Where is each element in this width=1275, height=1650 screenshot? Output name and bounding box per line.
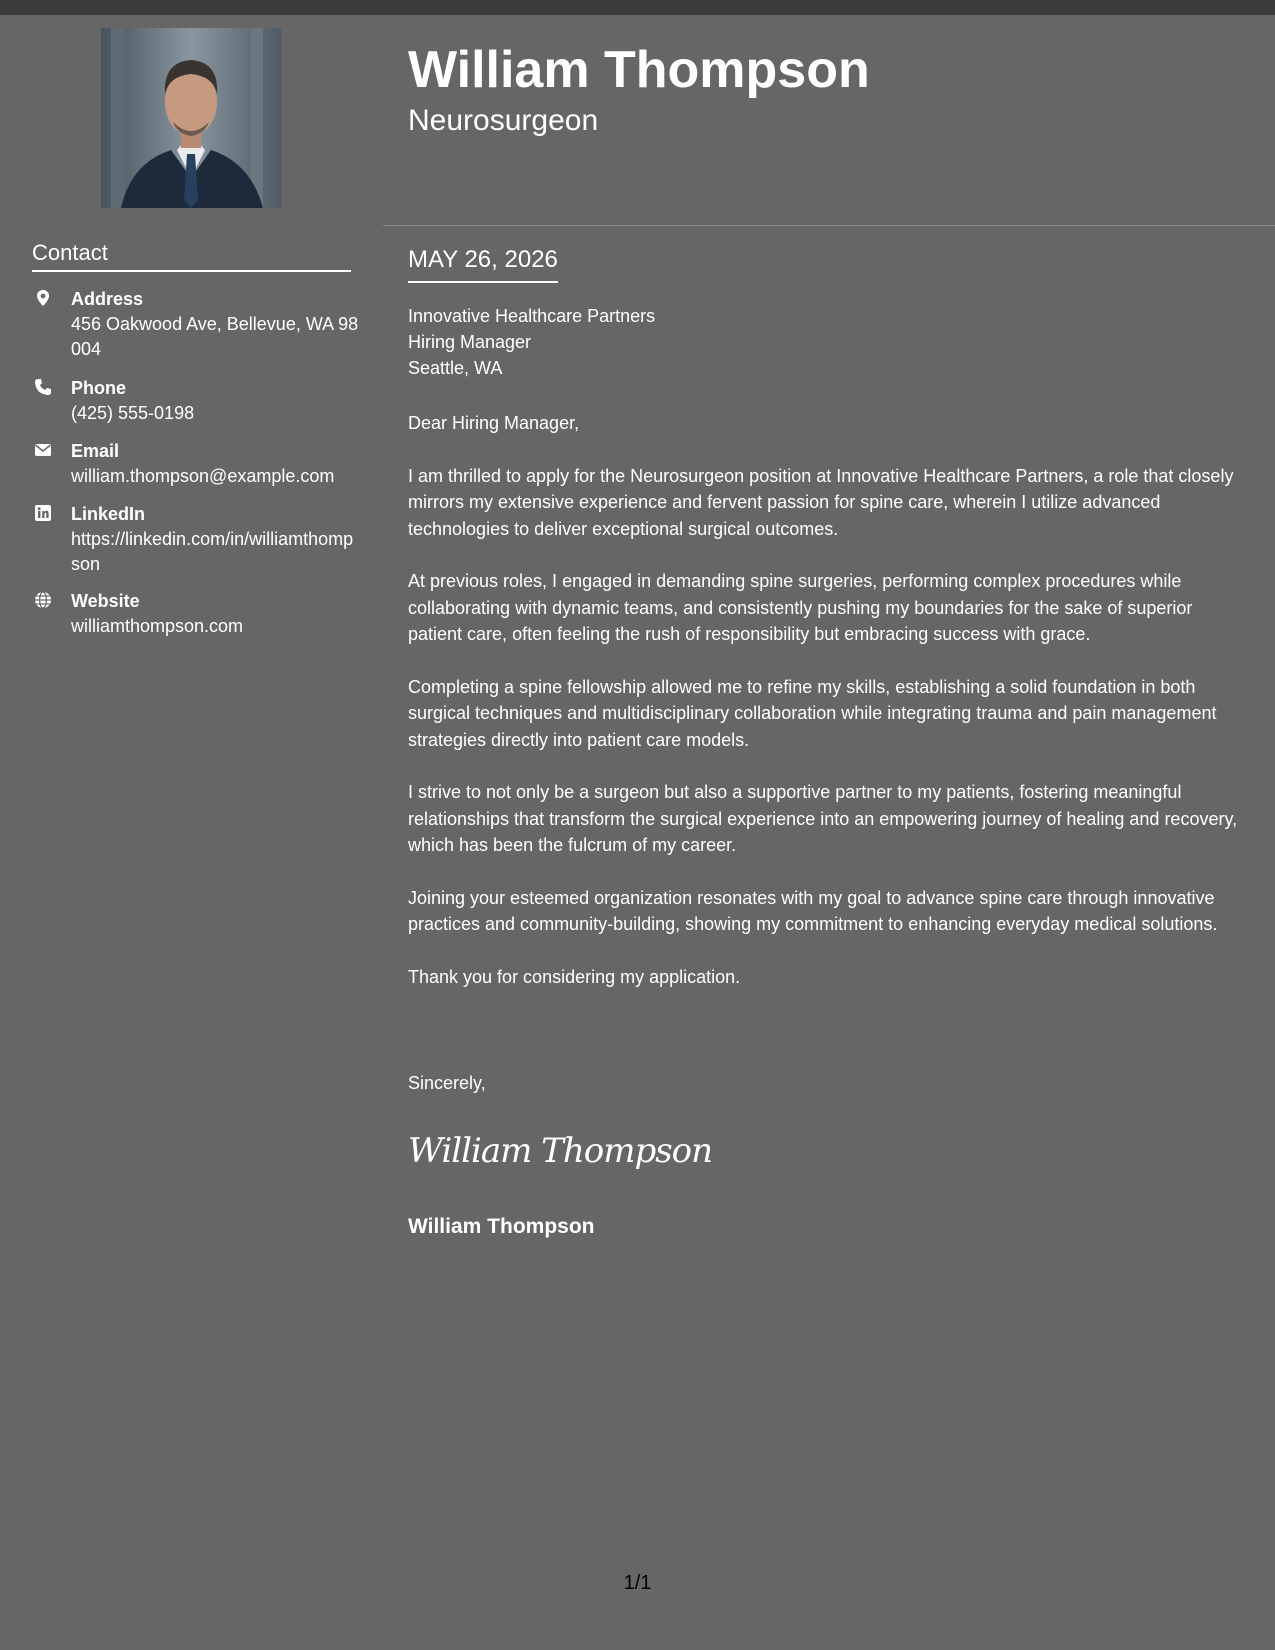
letter-date: MAY 26, 2026	[408, 245, 558, 283]
map-pin-icon	[34, 289, 52, 307]
signature: William Thompson	[408, 1131, 713, 1171]
contact-website	[32, 589, 362, 639]
thank-you-line: Thank you for considering my application.	[408, 966, 741, 987]
envelope-icon	[34, 441, 52, 459]
recipient-block	[408, 303, 655, 381]
contact-phone	[32, 376, 362, 426]
signer-name: William Thompson	[408, 1215, 595, 1238]
body-paragraph: I am thrilled to apply for the Neurosurgeon position at Innovative Healthcare Partners, a role that closely mirrors my extensive experience and fervent passion for spine care, wherein I utilize advanced technologies to deliver exceptional surgical outcomes.	[408, 465, 1234, 539]
letter-body	[408, 410, 1240, 1016]
profile-photo	[101, 28, 281, 208]
header-divider	[383, 225, 1275, 226]
linkedin-icon	[34, 504, 52, 522]
contact-label: Website	[71, 591, 140, 611]
contact-value: https://linkedin.com/in/williamthompson	[71, 529, 354, 574]
contact-value: (425) 555-0198	[71, 403, 195, 423]
contact-label: Email	[71, 441, 120, 461]
top-bar	[0, 0, 1275, 15]
closing: Sincerely,	[408, 1073, 486, 1093]
contact-linkedin	[32, 502, 362, 578]
contact-label: LinkedIn	[71, 504, 146, 524]
page-indicator: 1/1	[623, 1572, 652, 1594]
contact-label: Address	[71, 289, 144, 309]
body-paragraph: I strive to not only be a surgeon but also a supportive partner to my patients, fostering meaningful relationships that transform the surgical experience into an empowering journey of healing and recovery, which has been the fulcrum of my career.	[408, 782, 1238, 855]
contact-label: Phone	[71, 378, 127, 398]
body-paragraph: Completing a spine fellowship allowed me to refine my skills, establishing a solid foundation in both surgical techniques and multidisciplinary collaboration while integrating trauma and pain management strategies directly into patient care models.	[408, 676, 1217, 750]
applicant-name: William Thompson	[408, 41, 870, 99]
body-paragraph: At previous roles, I engaged in demanding spine surgeries, performing complex procedures while collaborating with dynamic teams, and consistently pushing my boundaries for the sake of superior patient care, often feeling the rush of responsibility but embracing success with grace.	[408, 571, 1193, 644]
recipient-company: Innovative Healthcare Partners	[408, 306, 656, 326]
globe-icon	[34, 591, 52, 609]
salutation: Dear Hiring Manager,	[408, 413, 580, 433]
contact-value: william.thompson@example.com	[71, 466, 335, 486]
contact-value: 456 Oakwood Ave, Bellevue, WA 98004	[71, 314, 359, 359]
contact-email	[32, 439, 362, 489]
contact-value: williamthompson.com	[71, 616, 244, 636]
recipient-location: Seattle, WA	[408, 358, 503, 378]
contact-heading: Contact	[32, 240, 351, 272]
phone-icon	[34, 378, 52, 396]
applicant-title: Neurosurgeon	[408, 104, 599, 137]
contact-address	[32, 287, 362, 367]
body-paragraph: Joining your esteemed organization resonates with my goal to advance spine care through innovative practices and community-building, showing my commitment to enhancing everyday medical solutions.	[408, 887, 1218, 934]
recipient-contact: Hiring Manager	[408, 332, 532, 352]
